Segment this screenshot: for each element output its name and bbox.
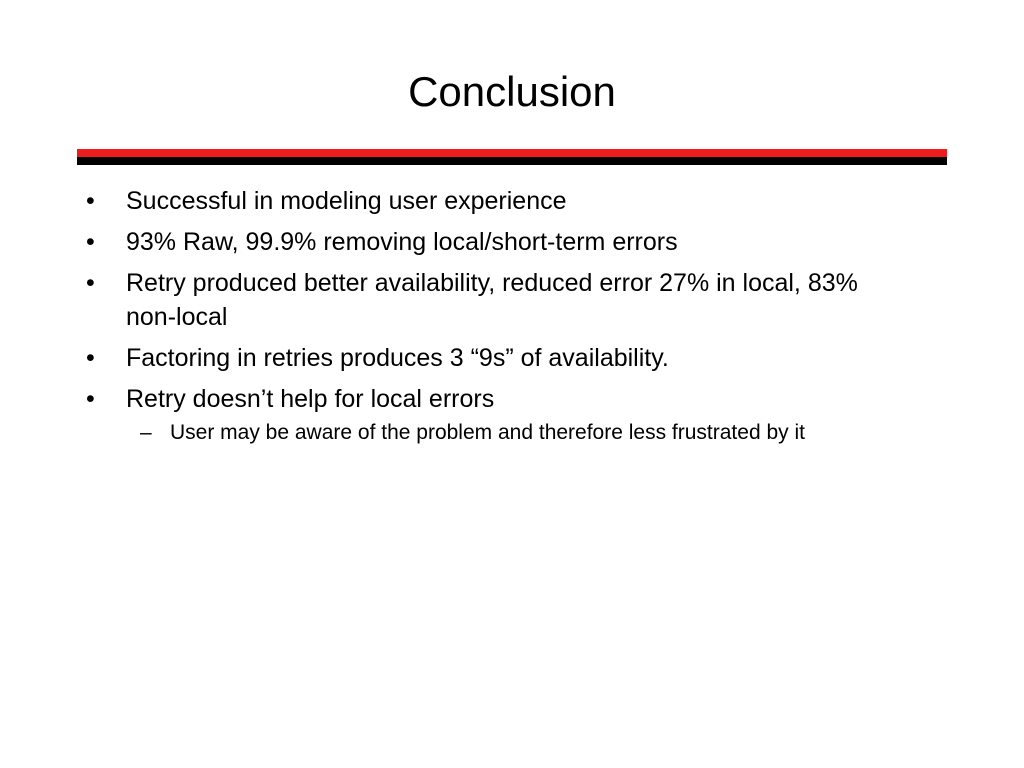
sub-bullet-text: User may be aware of the problem and therefore less frustrated by it [170, 421, 805, 444]
bullet-item [0, 184, 906, 218]
title-rule-black [77, 157, 947, 165]
bullet-item [0, 266, 906, 334]
sub-bullet-item [126, 417, 890, 448]
bullet-marker: • [86, 187, 95, 215]
bullet-marker: • [86, 228, 95, 256]
slide-title: Conclusion [408, 68, 616, 115]
sub-bullet-list [126, 417, 906, 448]
bullet-text: Retry produced better availability, reduced error 27% in local, 83% non-local [126, 269, 858, 331]
bullet-item [0, 382, 906, 448]
bullet-text: Factoring in retries produces 3 “9s” of availability. [126, 344, 669, 372]
bullet-item [0, 341, 906, 375]
bullet-text: Retry doesn’t help for local errors [126, 385, 495, 413]
title-rule-red [77, 149, 947, 157]
sub-bullet-marker: – [140, 421, 152, 444]
bullet-item [0, 225, 906, 259]
bullet-marker: • [86, 269, 95, 297]
bullet-marker: • [86, 344, 95, 372]
bullet-list [0, 184, 1024, 455]
bullet-text: 93% Raw, 99.9% removing local/short-term errors [126, 228, 678, 256]
bullet-text: Successful in modeling user experience [126, 187, 567, 215]
bullet-marker: • [86, 385, 95, 413]
